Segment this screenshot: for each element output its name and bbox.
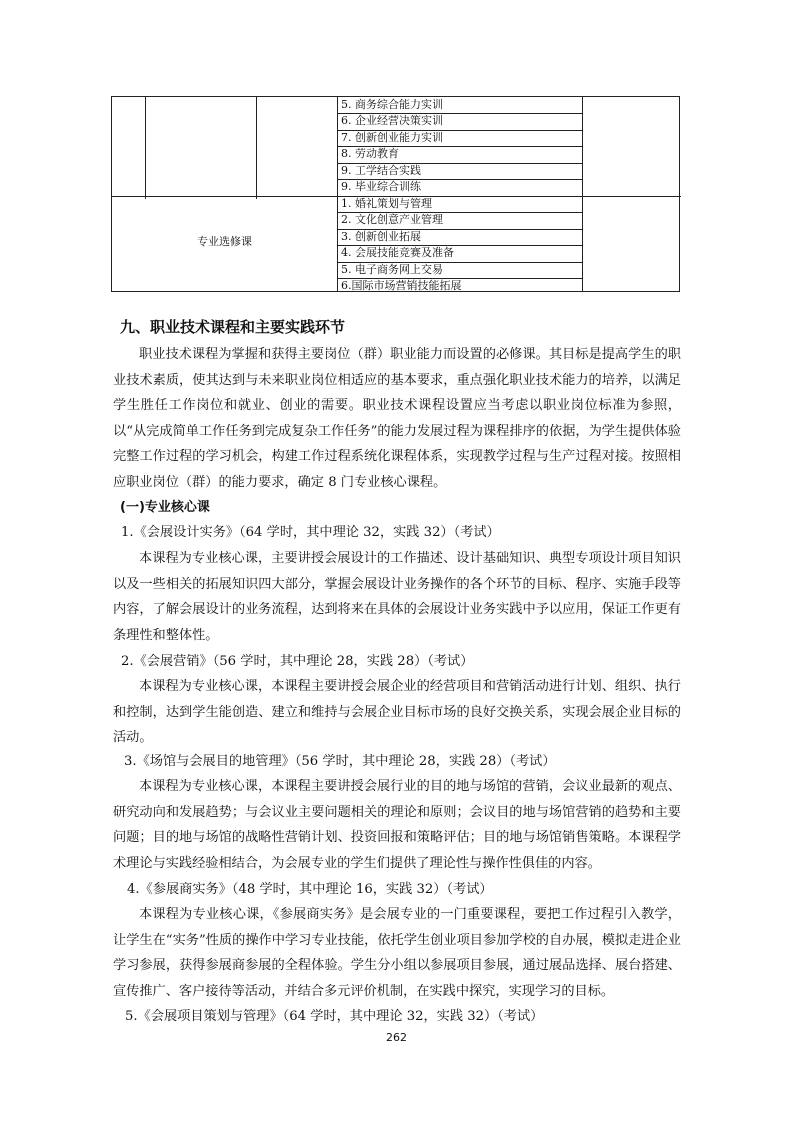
course-cell: 2. 文化创意产业管理 — [341, 213, 443, 226]
page-number: 262 — [386, 1031, 407, 1044]
course-cell: 9. 毕业综合训练 — [341, 180, 421, 193]
elective-category-label: 专业选修课 — [197, 235, 252, 248]
course-cell: 6.国际市场营销技能拓展 — [341, 279, 462, 292]
intro-paragraph: 职业技术课程为掌握和获得主要岗位（群）职业能力而设置的必修课。其目标是提高学生的职业技术素质，使其达到与未来职业岗位相适应的基本要求，重点强化职业技术能力的培养，以满足学生胜任工作岗位和就业、创业的需要。职业技术课程设置应当考虑以职业岗位标准为参照，以“从完成简单工作任务到完成复杂工作任务”的能力发展过程为课程排序的依据，为学生提供体验完整工作过程的学习机会，构建工作过程系统化课程体系，实现教学过程与生产过程对接。按照相应职业岗位（群）的能力要求，确定 8 门专业核心课程。 — [113, 347, 681, 490]
course-cell: 4. 会展技能竞赛及准备 — [341, 246, 454, 259]
col-divider-2 — [256, 97, 257, 199]
course-heading-3: 3.《场馆与会展目的地管理》（56 学时，其中理论 28，实践 28）（考试） — [124, 754, 556, 769]
course-cell: 3. 创新创业拓展 — [341, 230, 421, 243]
col-divider-1 — [145, 97, 146, 199]
course-heading-2: 2.《会展营销》（56 学时，其中理论 28，实践 28）（考试） — [121, 654, 474, 669]
course-heading-1: 1.《会展设计实务》（64 学时，其中理论 32，实践 32）（考试） — [121, 525, 500, 540]
course-desc-3: 本课程为专业核心课，本课程主要讲授会展行业的目的地与场馆的营销，会议业最新的观点、研究动向和发展趋势；与会议业主要问题相关的理论和原则；会议目的地与场馆营销的趋势和主要问题；目的地与场馆的战略性营销计划、投资回报和策略评估；目的地与场馆销售策略。本课程学术理论与实践经验相结合，为会展专业的学生们提供了理论性与操作性俱佳的内容。 — [113, 779, 681, 871]
course-heading-4: 4.《参展商实务》（48 学时，其中理论 16，实践 32）（考试） — [127, 882, 493, 897]
subsection-title: (一)专业核心课 — [120, 500, 210, 515]
curriculum-table — [111, 96, 680, 292]
section-title: 九、职业技术课程和主要实践环节 — [120, 318, 346, 336]
course-cell: 5. 商务综合能力实训 — [341, 98, 443, 111]
course-cell: 7. 创新创业能力实训 — [341, 131, 443, 144]
course-desc-4: 本课程为专业核心课，《参展商实务》是会展专业的一门重要课程，要把工作过程引入教学，让学生在“实务”性质的操作中学习专业技能，依托学生创业项目参加学校的自办展，模拟走进企业学习参展，获得参展商参展的全程体验。学生分小组以参展项目参展，通过展品选择、展台搭建、宣传推广、客户接待等活动，并结合多元评价机制，在实践中探究，实现学习的目标。 — [113, 907, 681, 999]
col-divider-4 — [582, 97, 583, 291]
course-cell: 5. 电子商务网上交易 — [341, 263, 443, 276]
course-cell: 6. 企业经营决策实训 — [341, 114, 443, 127]
course-cell: 9. 工学结合实践 — [341, 164, 421, 177]
course-desc-2: 本课程为专业核心课，本课程主要讲授会展企业的经营项目和营销活动进行计划、组织、执行和控制，达到学生能创造、建立和维持与会展企业目标市场的良好交换关系，实现会展企业目标的活动。 — [113, 679, 681, 745]
course-cell: 8. 劳动教育 — [341, 147, 399, 160]
course-desc-1: 本课程为专业核心课，主要讲授会展设计的工作描述、设计基础知识、典型专项设计项目知识以及一些相关的拓展知识四大部分，掌握会展设计业务操作的各个环节的目标、程序、实施手段等内容，了解会展设计的业务流程，达到将来在具体的会展设计业务实践中予以应用，保证工作更有条理性和整体性。 — [113, 551, 681, 643]
course-cell: 1. 婚礼策划与管理 — [341, 197, 432, 210]
course-heading-5: 5.《会展项目策划与管理》（64 学时，其中理论 32，实践 32）（考试） — [125, 1009, 544, 1024]
